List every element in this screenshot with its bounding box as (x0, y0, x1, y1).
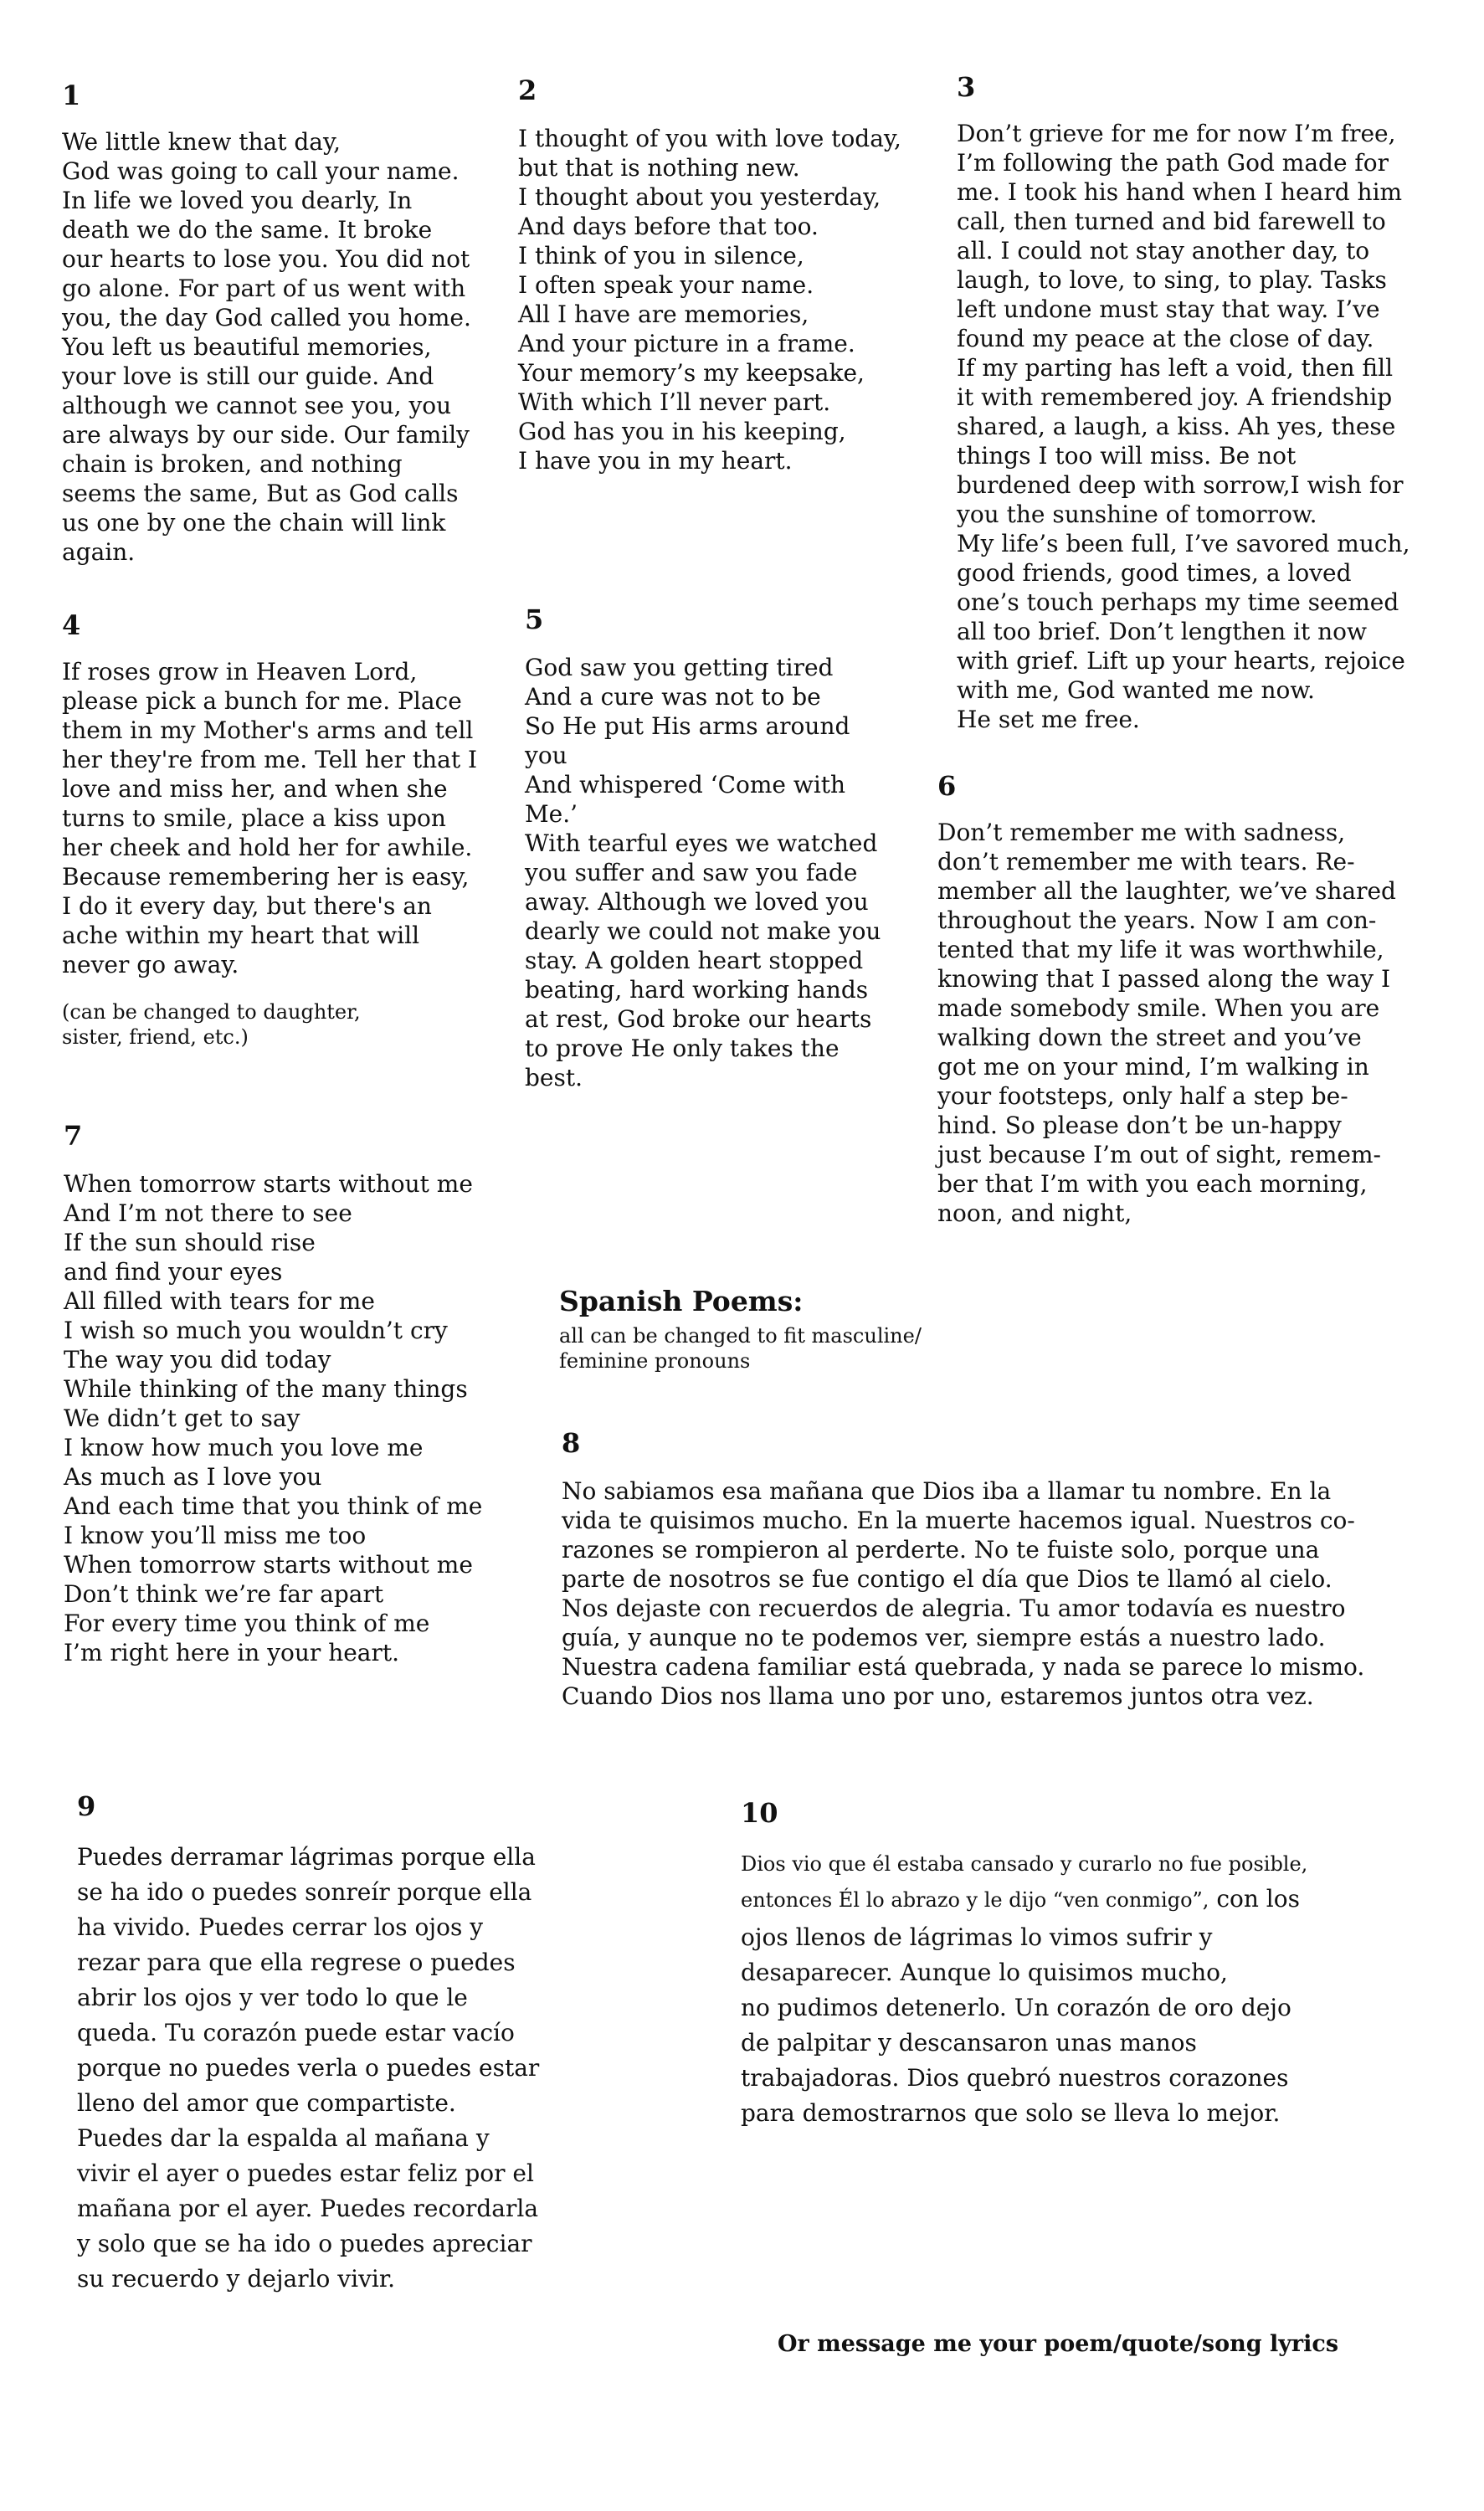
poem-text: No sabiamos esa mañana que Dios iba a llamar tu nombre. En la vida te quisimos mucho. En la muerte hacemos igual. Nuestros co- razones se rompieron al perderte. No te fuiste solo, porque una parte de nosotros se fue contigo el día que Dios te llamó al cielo. Nos dejaste con recuerdos de alegria. Tu amor todavía es nuestro guía, y aunque no te podemos ver, siempre estás a nuestro lado. Nuestra cadena familiar está quebrada, y nada se parece lo mismo. Cuando Dios nos llama uno por uno, estaremos juntos otra vez. (562, 1477, 1365, 1710)
poem-1 (62, 80, 497, 567)
poem-number: 10 (741, 1797, 778, 1829)
poem-line: Dios vio que él estaba cansado y curarlo no fue posible, (741, 1852, 1308, 1876)
poem-line-part: entonces Él lo abrazo y le dijo “ven conmigo”, (741, 1888, 1209, 1912)
poem-number: 5 (525, 603, 544, 635)
poem-3 (957, 72, 1459, 734)
poem-5 (525, 604, 927, 1092)
poem-lines: ojos llenos de lágrimas lo vimos sufrir y desaparecer. Aunque lo quisimos mucho, no pudimos detenerlo. Un corazón de oro dejo de palpitar y descansaron unas manos trabajadoras. Dios quebró nuestros corazones para demostrarnos que solo se lleva lo mejor. (741, 1923, 1291, 2127)
poem-text: God saw you getting tired And a cure was not to be So He put His arms around you And whispered ‘Come with Me.’ With tearful eyes we watched you suffer and saw you fade away. Although we loved you dearly we could not make you stay. A golden heart stopped beating, hard working hands at rest, God broke our hearts to prove He only takes the best. (525, 654, 881, 1091)
poem-9 (77, 1791, 596, 2297)
poem-text: Puedes derramar lágrimas porque ella se ha ido o puedes sonreír porque ella ha vivido. Puedes cerrar los ojos y rezar para que ella regrese o puedes abrir los ojos y ver todo lo que le queda. Tu corazón puede estar vacío porque no puedes verla o puedes estar lleno del amor que compartiste. Puedes dar la espalda al mañana y vivir el ayer o puedes estar feliz por el mañana por el ayer. Puedes recordarla y solo que se ha ido o puedes apreciar su recuerdo y dejarlo vivir. (77, 1843, 540, 2293)
poem-4 (62, 610, 506, 1050)
poem-text: If roses grow in Heaven Lord, please pick a bunch for me. Place them in my Mother's arms and tell her they're from me. Tell her that I love and miss her, and when she turns to smile, place a kiss upon her cheek and hold her for awhile. Because remembering her is easy, I do it every day, but there's an ache within my heart that will never go away. (62, 658, 478, 978)
poem-note: (can be changed to daughter, sister, friend, etc.) (62, 1000, 361, 1049)
poem-text: We little knew that day, God was going to call your name. In life we loved you dearly, In death we do the same. It broke our hearts to lose you. You did not go alone. For part of us went with you, the day God called you home. You left us beautiful memories, your love is still our guide. And although we cannot see you, you are always by our side. Our family chain is broken, and nothing seems the same, But as God calls us one by one the chain will link again. (62, 128, 471, 566)
poem-text: When tomorrow starts without me And I’m not there to see If the sun should rise and find your eyes All filled with tears for me I wish so much you wouldn’t cry The way you did today While thinking of the many things We didn’t get to say I know how much you love me As much as I love you And each time that you think of me I know you’ll miss me too When tomorrow starts without me Don’t think we’re far apart For every time you think of me I’m right here in your heart. (64, 1170, 483, 1666)
poem-number: 6 (937, 770, 957, 802)
poem-text: I thought of you with love today, but that is nothing new. I thought about you yesterday, And days before that too. I think of you in silence, I often speak your name. All I have are memories, And your picture in a frame. Your memory’s my keepsake, With which I’ll never part. God has you in his keeping, I have you in my heart. (518, 125, 901, 475)
poem-8 (562, 1428, 1449, 1711)
poem-line-part: con los (1209, 1885, 1300, 1913)
poem-number: 4 (62, 609, 81, 641)
spanish-section (559, 1285, 1061, 1374)
poem-2 (518, 75, 945, 475)
poem-7 (64, 1121, 532, 1667)
poem-text (741, 1846, 1461, 2131)
poem-number: 2 (518, 74, 537, 106)
poem-text: Don’t remember me with sadness, don’t remember me with tears. Re- member all the laughter, we’ve shared throughout the years. Now I am con- tented that my life it was worthwhile, knowing that I passed along the way I made somebody smile. When you are walking down the street and you’ve got me on your mind, I’m walking in your footsteps, only half a step be- hind. So please don’t be un-happy just because I’m out of sight, remem- ber that I’m with you each morning, noon, and night, (937, 819, 1396, 1227)
poem-number: 9 (77, 1790, 96, 1822)
section-heading: Spanish Poems: (559, 1285, 804, 1317)
poem-text: Don’t grieve for me for now I’m free, I’m following the path God made for me. I took his hand when I heard him call, then turned and bid farewell to all. I could not stay another day, to laugh, to love, to sing, to play. Tasks left undone must stay that way. I’ve found my peace at the close of day. If my parting has left a void, then fill it with remembered joy. A friendship shared, a laugh, a kiss. Ah yes, these things I too will miss. Be not burdened deep with sorrow,I wish for you the sunshine of tomorrow. My life’s been full, I’ve savored much, good friends, good times, a loved one’s touch perhaps my time seemed all too brief. Don’t lengthen it now with grief. Lift up your hearts, rejoice with me, God wanted me now. He set me free. (957, 120, 1410, 733)
footer-message: Or message me your poem/quote/song lyrics (778, 2331, 1339, 2357)
poem-10 (741, 1798, 1461, 2131)
poem-line (741, 1882, 1461, 1920)
poem-number: 3 (957, 71, 976, 103)
section-note: all can be changed to fit masculine/ feminine pronouns (559, 1324, 922, 1373)
poem-number: 1 (62, 80, 81, 111)
poem-number: 8 (562, 1427, 581, 1459)
poem-6 (937, 771, 1456, 1228)
poem-number: 7 (64, 1120, 83, 1152)
